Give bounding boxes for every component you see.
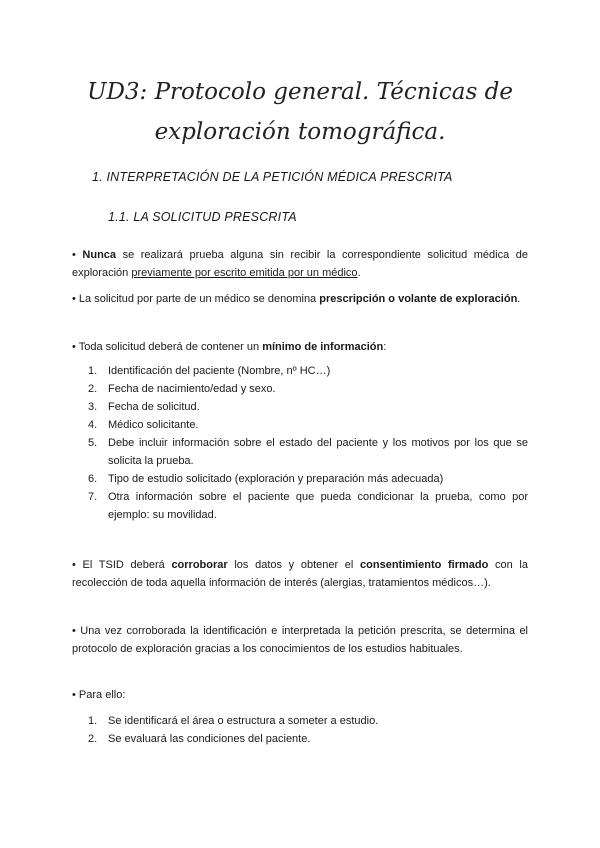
list-item [88,416,528,434]
list-text: Se evaluará las condiciones del paciente. [108,733,311,745]
paragraph-end: . [517,293,521,305]
list-item [88,398,528,416]
list-number: 6. [88,473,98,485]
list-item [88,362,528,380]
list-text: Se identificará el área o estructura a someter a estudio. [108,715,379,727]
paragraph-text: Toda solicitud deberá de contener un [75,341,263,353]
list-item [88,730,528,748]
strong-text: prescripción o volante de exploración [319,293,518,305]
list-item [88,380,528,398]
steps-list [88,712,528,748]
strong-text: mínimo de información [262,341,384,353]
paragraph-end: . [357,267,361,279]
list-item [88,434,528,470]
section-heading: 1. INTERPRETACIÓN DE LA PETICIÓN MÉDICA PRESCRITA [92,170,453,184]
list-number: 3. [88,401,98,413]
bullet: • [72,341,76,353]
paragraph-end: : [383,341,387,353]
info-list [88,362,528,524]
bullet: • [72,559,76,571]
list-number: 1. [88,365,98,377]
list-text: Fecha de solicitud. [108,401,200,413]
list-number: 4. [88,419,98,431]
paragraph-text: El TSID deberá [75,559,172,571]
list-item [88,488,528,524]
subsection-heading: 1.1. LA SOLICITUD PRESCRITA [108,210,297,224]
strong-text: corroborar [171,559,228,571]
paragraph-prescripcion [72,290,528,308]
list-text: Médico solicitante. [108,419,199,431]
list-text: Debe incluir información sobre el estado del paciente y los motivos por los que se solicita la prueba. [108,437,528,467]
list-number: 2. [88,383,98,395]
list-number: 1. [88,715,98,727]
paragraph-text: Una vez corroborada la identificación e interpretada la petición prescrita, se determina el protocolo de exploración gracias a los conocimientos de los estudios habituales. [72,625,528,655]
paragraph-protocolo [72,622,528,658]
paragraph-para-ello [72,686,528,704]
list-number: 5. [88,437,98,449]
list-number: 7. [88,491,98,503]
paragraph-nunca [72,246,528,282]
list-item [88,470,528,488]
list-text: Fecha de nacimiento/edad y sexo. [108,383,276,395]
strong-text: Nunca [82,249,117,261]
document-title: UD3: Protocolo general. Técnicas de exploración tomográfica. [87,79,513,145]
paragraph-text: se realizará prueba alguna sin recibir la correspondiente solicitud médica de exploración [72,249,528,279]
bullet: • [72,625,76,637]
underlined-text: previamente por escrito emitida por un médico [131,267,358,279]
list-number: 2. [88,733,98,745]
list-text: Tipo de estudio solicitado (exploración y preparación más adecuada) [108,473,444,485]
paragraph-text: los datos y obtener el [227,559,361,571]
list-text: Otra información sobre el paciente que pueda condicionar la prueba, como por ejemplo: su movilidad. [108,491,528,521]
paragraph-minimo-informacion [72,338,528,356]
paragraph-text: con la recolección de toda aquella información de interés (alergias, tratamientos médicos…). [72,559,528,589]
paragraph-tsid [72,556,528,592]
strong-text: consentimiento firmado [360,559,489,571]
list-text: Identificación del paciente (Nombre, nº HC…) [108,365,331,377]
paragraph-text: Para ello: [75,689,126,701]
bullet: • [72,689,76,701]
list-item [88,712,528,730]
bullet: • [72,249,76,261]
bullet: • [72,293,76,305]
paragraph-text: La solicitud por parte de un médico se denomina [75,293,320,305]
